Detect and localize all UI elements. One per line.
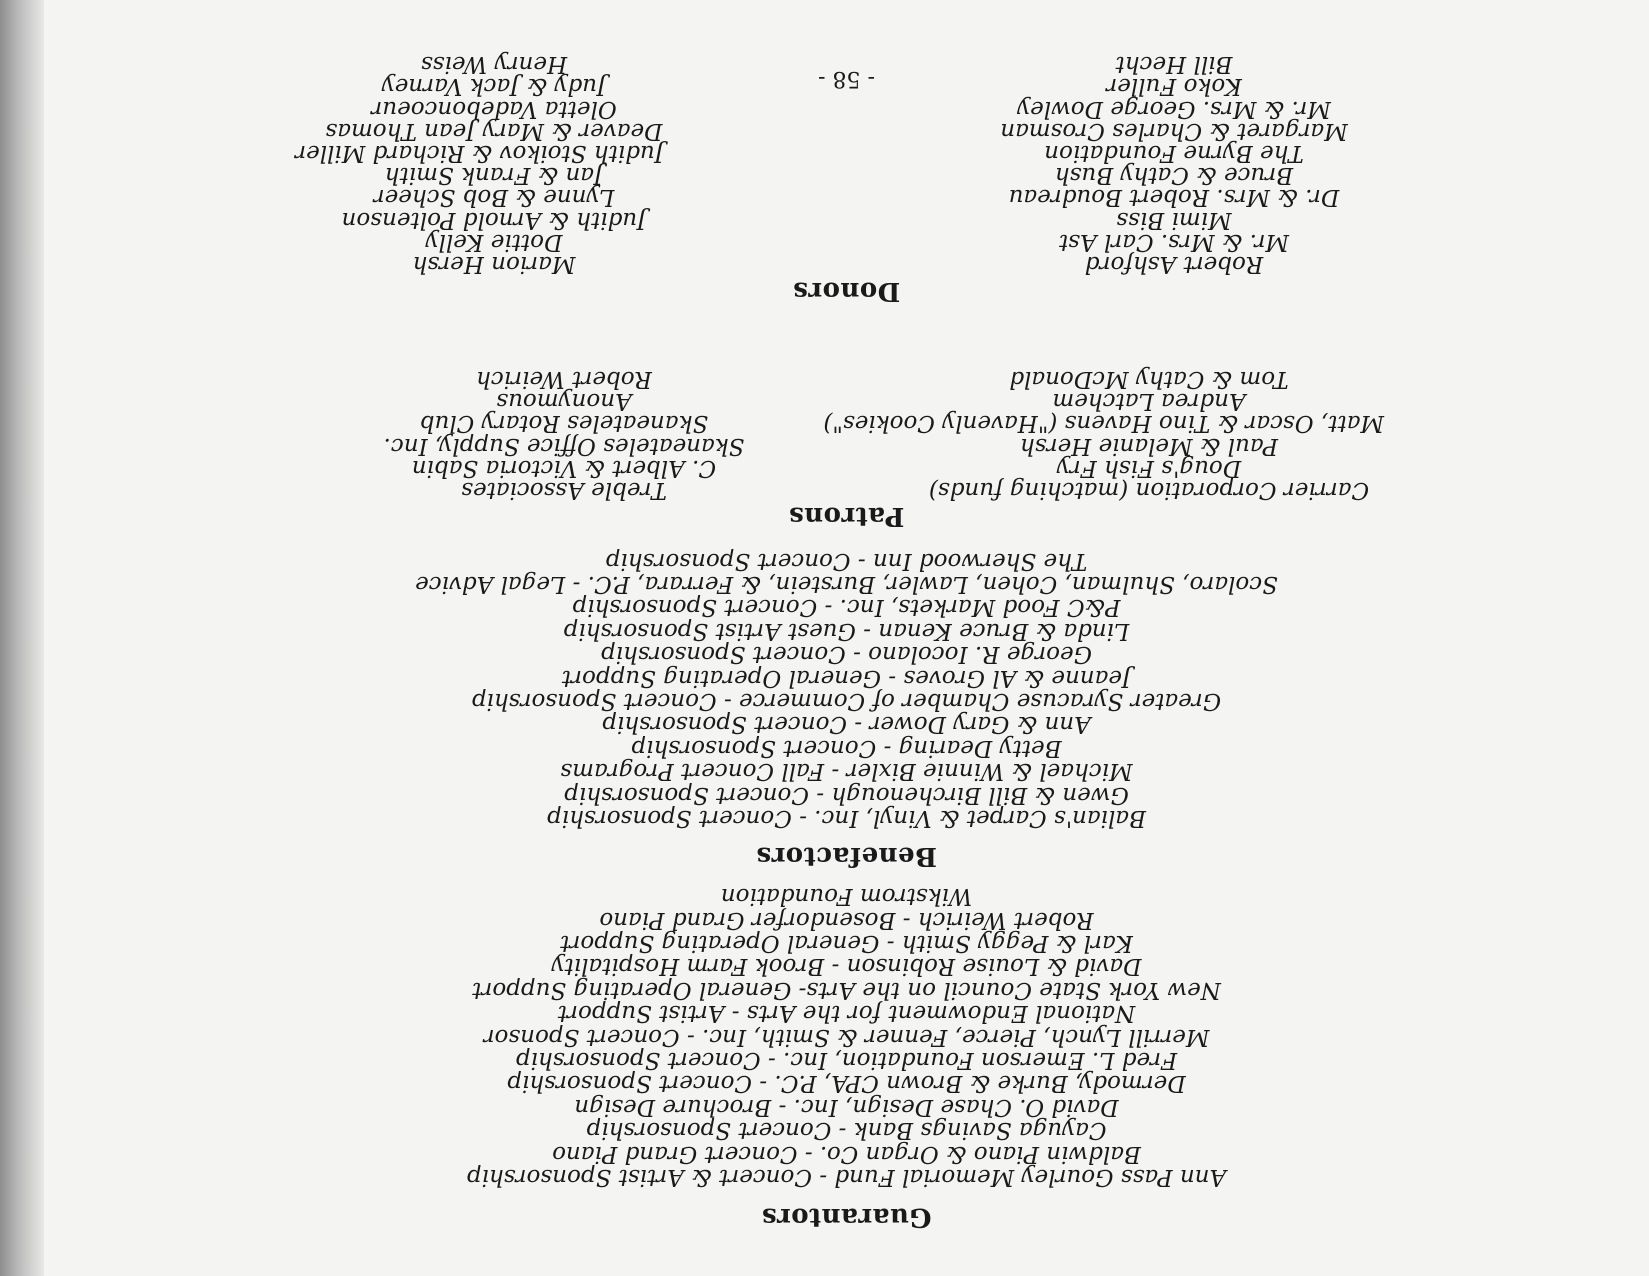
benefactor-entry: Michael & Winnie Bixler - Fall Concert Programs: [560, 758, 1133, 785]
page-content: [44, 0, 1649, 1276]
benefactor-entry: Jeanne & Al Groves - General Operating Support: [561, 664, 1132, 691]
page-number: - 58 -: [818, 66, 875, 91]
guarantor-entry: David O. Chase Design, Inc. - Brochure Design: [574, 1093, 1119, 1120]
donor-entry: Bill Hecht: [1115, 51, 1233, 78]
donor-entry: Deaver & Mary Jean Thomas: [325, 117, 663, 144]
guarantors-list: [44, 884, 1649, 1188]
benefactor-entry: Gwen & Bill Birchenough - Concert Sponsorship: [564, 781, 1129, 808]
scanned-page-upside-down: [44, 0, 1649, 1276]
patron-entry: Matt, Oscar & Tino Havens ("Havenly Cookies"): [823, 410, 1384, 437]
donor-entry: Marion Hersh: [412, 251, 576, 277]
guarantor-entry: National Endowment for the Arts - Artist Support: [557, 1000, 1136, 1027]
benefactor-entry: Linda & Bruce Kenan - Guest Artist Sponsorship: [563, 617, 1130, 644]
benefactor-entry: Ann & Gary Dower - Concert Sponsorship: [602, 711, 1091, 738]
patron-entry: Skaneateles Rotary Club: [419, 410, 709, 437]
donor-entry: Robert Ashford: [1084, 251, 1264, 277]
patron-entry: Paul & Melanie Hersh: [1019, 432, 1279, 459]
guarantor-entry: Dermody, Burke & Brown CPA, P.C. - Concert Sponsorship: [507, 1070, 1186, 1097]
patron-entry: Treble Associates: [461, 477, 667, 503]
donor-entry: Lynne & Bob Scheer: [373, 184, 615, 211]
donor-entry: Mr. & Mrs. Carl Ast: [1058, 228, 1290, 255]
benefactor-entry: The Sherwood Inn - Concert Sponsorship: [605, 547, 1088, 574]
donor-entry: Mimi Biss: [1116, 206, 1232, 233]
patron-entry: Doug's Fish Fry: [1056, 454, 1242, 481]
guarantors-heading: Guarantors: [761, 1202, 932, 1232]
benefactor-entry: Greater Syracuse Chamber of Commerce - Concert Sponsorship: [471, 687, 1222, 714]
patron-entry: Andrea Latchem: [1052, 388, 1246, 415]
donor-entry: Henry Weiss: [420, 51, 568, 78]
patron-entry: Carrier Corporation (matching funds): [928, 477, 1370, 503]
patron-entry: Anonymous: [496, 388, 632, 415]
donor-entry: Judith & Arnold Poltenson: [341, 206, 647, 233]
benefactor-entry: George R. Iocolano - Concert Sponsorship: [601, 641, 1092, 668]
donor-entry: Judy & Jack Varney: [381, 73, 607, 100]
guarantor-entry: David & Louise Robinson - Brook Farm Hospitality: [551, 953, 1142, 980]
patron-entry: Robert Weirich: [476, 365, 652, 392]
guarantor-entry: Cayuga Savings Bank - Concert Sponsorship: [586, 1117, 1107, 1144]
guarantor-entry: Fred L. Emerson Foundation, Inc. - Concert Sponsorship: [515, 1046, 1178, 1073]
donor-entry: Oletta Vadeboncoeur: [371, 95, 617, 122]
donor-entry: Dr. & Mrs. Robert Boudreau: [1008, 184, 1340, 211]
benefactor-entry: Scolaro, Shulman, Cohen, Lawler, Burstein, & Ferrara, P.C. - Legal Advice: [415, 570, 1278, 597]
guarantor-entry: Karl & Peggy Smith - General Operating Support: [560, 929, 1133, 956]
patrons-right-column: [374, 365, 754, 503]
guarantor-entry: Ann Pass Gourley Memorial Fund - Concert & Artist Sponsorship: [466, 1164, 1227, 1190]
guarantor-entry: Baldwin Piano & Organ Co. - Concert Grand Piano: [552, 1140, 1141, 1167]
patron-entry: C. Albert & Victoria Sabin: [411, 454, 717, 481]
donor-entry: The Byrne Foundation: [1044, 139, 1304, 166]
book-binding-shadow: [0, 0, 44, 1276]
donor-entry: Koko Fuller: [1106, 73, 1242, 100]
benefactors-list: [44, 548, 1649, 829]
donor-entry: Margaret & Charles Crosman: [1000, 117, 1348, 144]
benefactor-entry: P&C Food Markets, Inc. - Concert Sponsorship: [572, 594, 1121, 621]
patron-entry: Tom & Cathy McDonald: [1009, 365, 1289, 392]
guarantor-entry: New York State Council on the Arts- General Operating Support: [472, 976, 1221, 1003]
donor-entry: Jan & Frank Smith: [384, 162, 604, 189]
benefactors-heading: Benefactors: [756, 841, 938, 871]
patrons-left-column: [823, 365, 1384, 503]
donor-entry: Dottie Kelly: [425, 228, 563, 255]
guarantor-entry: Robert Weirich - Bosendorfer Grand Piano: [599, 906, 1094, 933]
guarantor-entry: Wikstrom Foundation: [720, 883, 973, 910]
donor-entry: Judith Stoikov & Richard Miller: [295, 139, 664, 166]
donors-heading: Donors: [792, 276, 901, 306]
benefactor-entry: Betty Dearing - Concert Sponsorship: [631, 734, 1062, 761]
donor-entry: Bruce & Cathy Bush: [1054, 162, 1294, 189]
patron-entry: Skaneateles Office Supply, Inc.: [383, 432, 745, 459]
patrons-heading: Patrons: [788, 501, 905, 531]
guarantor-entry: Merrill Lynch, Pierce, Fenner & Smith, Inc. - Concert Sponsor: [483, 1023, 1210, 1050]
benefactor-entry: Balian's Carpet & Vinyl, Inc. - Concert Sponsorship: [547, 805, 1146, 831]
donor-entry: Mr. & Mrs. George Dowley: [1017, 95, 1331, 122]
